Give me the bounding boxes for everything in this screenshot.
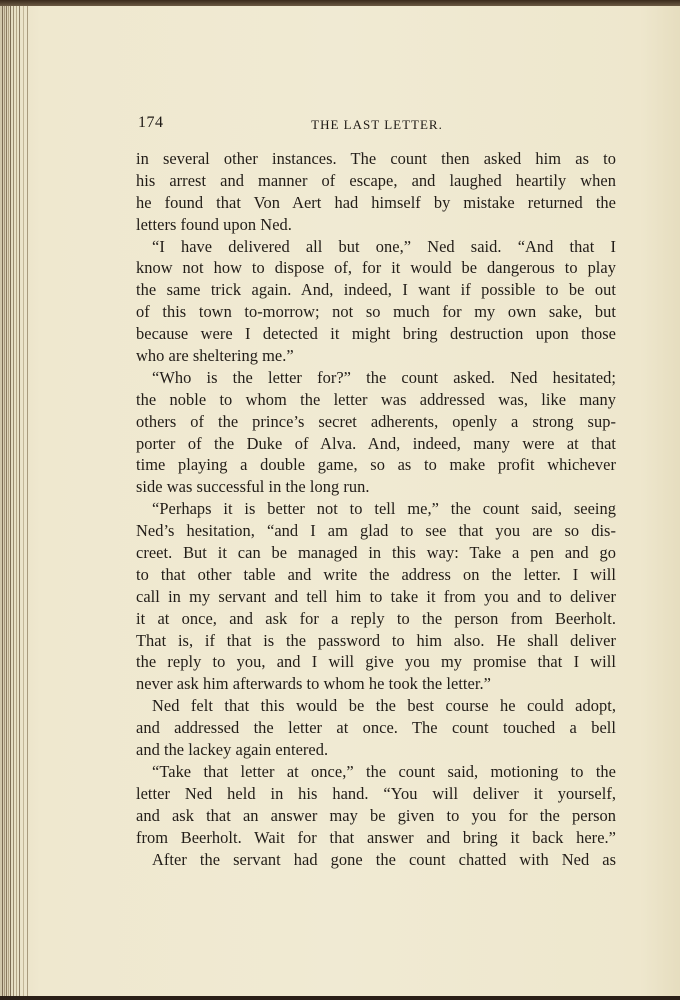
text-line: never ask him afterwards to whom he took the letter.” (136, 674, 491, 694)
running-title: THE LAST LETTER. (311, 117, 443, 132)
page-edge-line (10, 6, 11, 996)
text-line: After the servant had gone the count chatted with Ned as (152, 849, 616, 869)
text-line: the noble to whom the letter was addressed was, like many (136, 389, 616, 409)
page-edge-line (2, 6, 3, 996)
text-line: because were I detected it might bring destruction upon those (136, 324, 616, 344)
page-edge-line (8, 6, 9, 996)
text-line: in several other instances. The count then asked him as to (136, 149, 616, 168)
text-line: Ned’s hesitation, “and I am glad to see that you are so dis- (136, 521, 616, 541)
text-line: letter Ned held in his hand. “You will deliver it yourself, (136, 783, 616, 803)
text-line: and addressed the letter at once. The count touched a bell (136, 718, 616, 738)
page-edge-line (16, 6, 17, 996)
text-line: “Take that letter at once,” the count said, motioning to the (152, 761, 616, 781)
text-line: Ned felt that this would be the best course he could adopt, (152, 696, 616, 716)
text-line: his arrest and manner of escape, and laughed heartily when (136, 170, 616, 190)
text-line: porter of the Duke of Alva. And, indeed, many were at that (136, 433, 616, 453)
text-line: others of the prince’s secret adherents, openly a strong sup- (136, 411, 616, 431)
top-border (0, 0, 680, 6)
text-line: from Beerholt. Wait for that answer and bring it back here.” (136, 827, 616, 847)
text-line: “Perhaps it is better not to tell me,” the count said, seeing (152, 499, 616, 519)
page-edge-line (6, 6, 7, 996)
text-line: side was successful in the long run. (136, 477, 370, 497)
text-line: call in my servant and tell him to take it from you and to deliver (136, 586, 616, 606)
text-line: who are sheltering me.” (136, 346, 294, 366)
text-line: it at once, and ask for a reply to the person from Beerholt. (136, 608, 616, 628)
text-line: the same trick again. And, indeed, I want if possible to be out (136, 280, 616, 300)
text-line: “I have delivered all but one,” Ned said. “And that I (152, 236, 616, 256)
text-line: creet. But it can be managed in this way: Take a pen and go (136, 543, 616, 563)
page-edge-line (4, 6, 5, 996)
text-line: of this town to-morrow; not so much for my own sake, but (136, 302, 616, 322)
text-line: to that other table and write the address on the letter. I will (136, 564, 616, 584)
body-text (136, 148, 616, 870)
page-edge-line (19, 6, 20, 996)
text-line: and ask that an answer may be given to you for the person (136, 805, 616, 825)
page-edge-line (23, 6, 24, 996)
text-line: time playing a double game, so as to make profit whichever (136, 455, 616, 475)
text-line: That is, if that is the password to him also. He shall deliver (136, 630, 616, 650)
text-line: “Who is the letter for?” the count asked. Ned hesitated; (152, 367, 616, 387)
page-number: 174 (138, 114, 164, 131)
text-line: and the lackey again entered. (136, 740, 329, 760)
page-edge-line (13, 6, 14, 996)
bottom-border (0, 996, 680, 1000)
page-edge-line (27, 6, 28, 996)
text-line: know not how to dispose of, for it would be dangerous to play (136, 258, 616, 278)
book-spine-edges (0, 6, 30, 996)
page-header (138, 114, 616, 136)
text-line: the reply to you, and I will give you my promise that I will (136, 652, 616, 672)
text-line: letters found upon Ned. (136, 214, 292, 234)
text-line: he found that Von Aert had himself by mistake returned the (136, 192, 616, 212)
